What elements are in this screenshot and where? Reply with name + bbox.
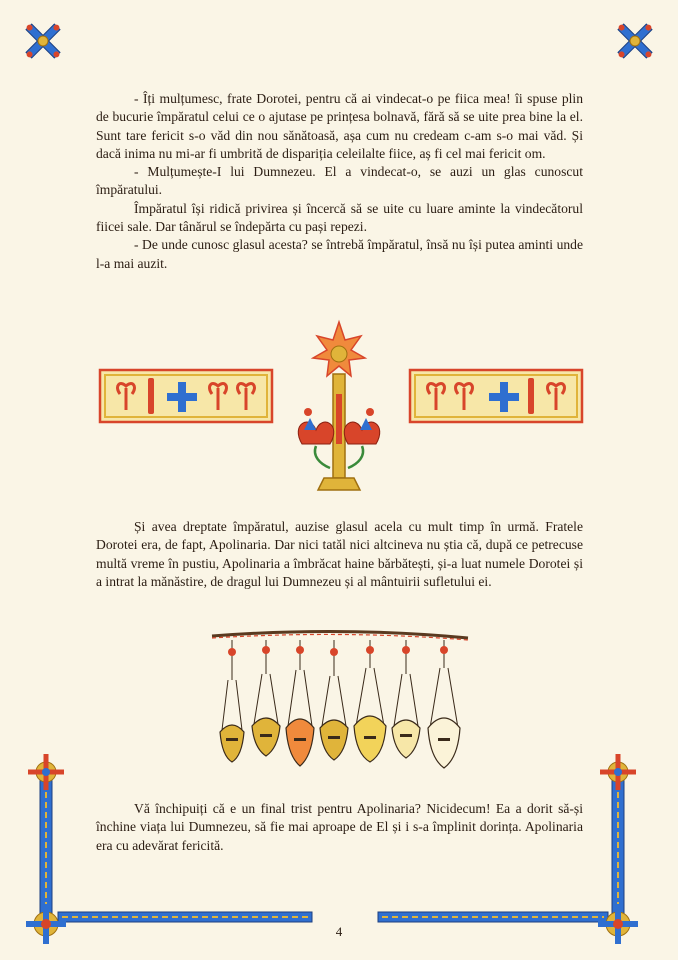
corner-cross-top-right-icon — [612, 18, 658, 64]
paragraph-emperor-wonders: - De unde cunosc glasul acesta? se întrebă împăratul, însă nu își putea aminti unde l-a mai auzit. — [96, 237, 583, 271]
paragraph-apolinaria-secret: Și avea dreptate împăratul, auzise glasul acela cu mult timp în urmă. Fratele Dorotei era, de fapt, Apolinaria. Dar nici tatăl nici altcineva nu știa că, după ce petrecuse multă vreme în pustiu, Apolinaria a îmbrăcat haine bărbătești, și-a luat numele Dorotei și a intrat la mănăstire, de dragul lui Dumnezeu și al mântuirii sufletului ei. — [96, 519, 583, 589]
floral-candlestick-icon — [282, 314, 396, 494]
corner-cross-top-left-icon — [20, 18, 66, 64]
paragraph-thank-god: - Mulțumește-I lui Dumnezeu. El a vindecat-o, se auzi un glas cunoscut împăratului. — [96, 164, 583, 198]
ornamental-panel-left-icon — [98, 366, 274, 426]
paragraph-emperor-looks: Împăratul își ridică privirea și încercă să se uite cu luare aminte la vindecătorul fiicei sale. Dar tânărul se îndepărta cu pași repezi. — [96, 200, 583, 235]
text-block-middle — [96, 518, 583, 591]
paragraph-emperor-thanks: - Îți mulțumesc, frate Dorotei, pentru că ai vindecat-o pe fiica mea! îi spuse plin de bucurie împăratul celui ce o ajutase pe prințesa bolnavă, fără să se uite prea bine la el. Sunt tare fericit s-o văd din nou sănătoasă, așa cum nu credeam c-am s-o mai văd. Și dacă inima nu mi-ar fi umbrită de dispariția celeilalte fiice, aș fi cel mai fericit om. — [96, 91, 583, 161]
paragraph-happy-ending: Vă închipuiți că e un final trist pentru Apolinaria? Nicidecum! Ea a dorit să-și închine viața lui Dumnezeu, să fie mai aproape de El și i s-a împlinit dorința. Apolinaria era cu adevărat fericită. — [96, 801, 583, 853]
text-block-top — [96, 90, 583, 273]
ornamental-panel-right-icon — [408, 366, 584, 426]
page-number: 4 — [335, 924, 343, 939]
text-block-bottom — [96, 800, 583, 855]
